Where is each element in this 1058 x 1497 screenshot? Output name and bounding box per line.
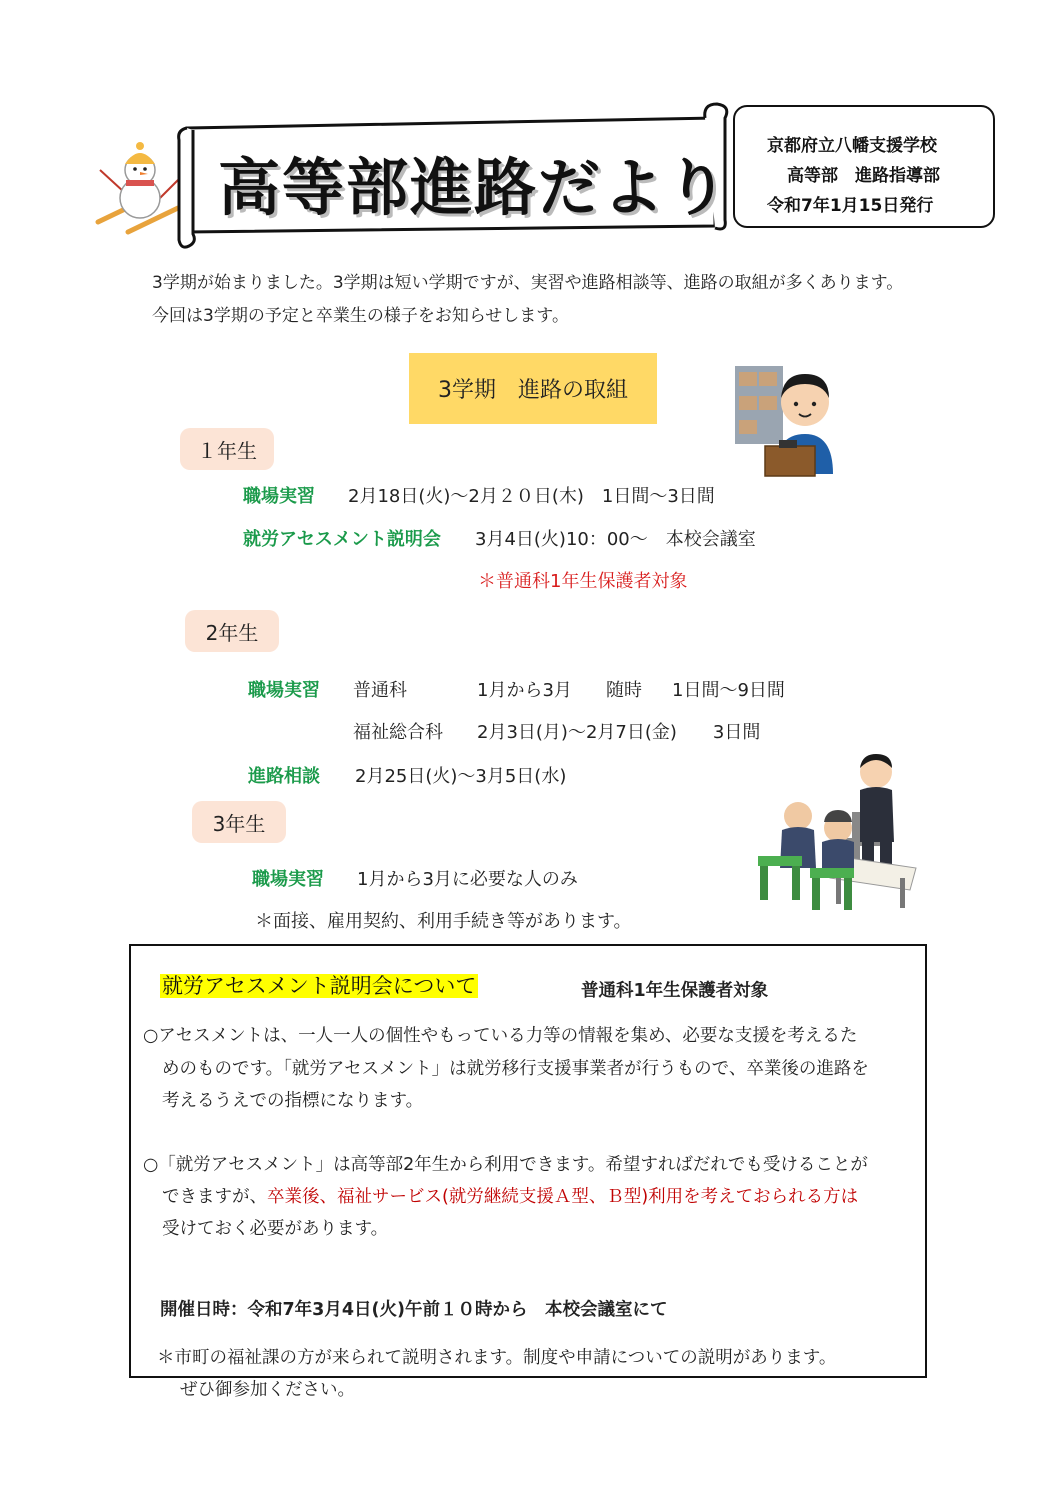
school-name: 京都府立八幡支援学校 xyxy=(767,136,937,156)
assessment-p2-line2-emphasis: 卒業後、福祉サービス(就労継続支援Ａ型、Ｂ型)利用を考えておられる方は xyxy=(267,1187,859,1207)
g1-target-note: ＊普通科1年生保護者対象 xyxy=(478,571,688,592)
g2-welfare-course: 福祉総合科 xyxy=(353,722,443,743)
g3-internship-label: 職場実習 xyxy=(252,869,324,890)
assessment-heading-text: 就労アセスメント説明会について xyxy=(162,974,477,998)
intro-line-2: 今回は3学期の予定と卒業生の様子をお知らせします。 xyxy=(152,306,569,326)
assessment-p2-line3: 受けておく必要があります。 xyxy=(162,1219,389,1239)
g3-internship-text: 1月から3月に必要な人のみ xyxy=(357,869,578,890)
intro-line-1: 3学期が始まりました。3学期は短い学期ですが、実習や進路相談等、進路の取組が多くあります。 xyxy=(152,273,904,293)
event-datetime-label: 開催日時： xyxy=(160,1300,248,1320)
g2-consult-label: 進路相談 xyxy=(248,766,320,787)
interview-illustration xyxy=(752,750,922,915)
grade-1-label: １年生 xyxy=(180,428,274,470)
assessment-p1-line1: ○アセスメントは、一人一人の個性やもっている力等の情報を集め、必要な支援を考えるた xyxy=(143,1026,858,1046)
welfare-note-line1: ＊市町の福祉課の方が来られて説明されます。制度や申請についての説明があります。 xyxy=(157,1348,837,1368)
event-datetime-text: 令和7年3月4日(火)午前１０時から 本校会議室にて xyxy=(247,1300,668,1320)
assessment-p1-line2: めのものです。「就労アセスメント」は就労移行支援事業者が行うもので、卒業後の進路を xyxy=(162,1059,869,1079)
grade-2-label: 2年生 xyxy=(185,610,279,652)
g2-general-period: 1月から3月 xyxy=(477,680,572,701)
section-title: 3学期 進路の取組 xyxy=(409,353,657,424)
g2-general-days: 1日間～9日間 xyxy=(672,680,785,701)
g3-note: ＊面接、雇用契約、利用手続き等があります。 xyxy=(255,911,632,932)
worker-with-box-illustration xyxy=(733,362,838,477)
issuer-info-box xyxy=(733,105,995,228)
assessment-p2-line1: ○「就労アセスメント」は高等部2年生から利用できます。希望すればだれでも受けることが xyxy=(143,1155,868,1175)
assessment-heading xyxy=(160,970,478,1000)
g1-internship-text: 2月18日(火)～2月２０日(木) 1日間～3日間 xyxy=(348,486,715,507)
assessment-p2-line2-start: できますが、 xyxy=(162,1187,267,1207)
issue-date: 令和7年1月15日発行 xyxy=(767,196,934,216)
department-name: 高等部 進路指導部 xyxy=(787,166,940,186)
newsletter-title: 高等部進路だより xyxy=(218,151,731,224)
g2-consult-text: 2月25日(火)～3月5日(水) xyxy=(355,766,567,787)
g2-general-course: 普通科 xyxy=(353,680,407,701)
grade-3-label: 3年生 xyxy=(192,801,286,843)
assessment-p1-line3: 考えるうえでの指標になります。 xyxy=(162,1091,424,1111)
event-datetime xyxy=(160,1296,668,1321)
g2-general-timing: 随時 xyxy=(606,680,642,701)
g1-internship-label: 職場実習 xyxy=(243,486,315,507)
g2-welfare-text: 2月3日(月)～2月7日(金) 3日間 xyxy=(477,722,761,743)
g2-internship-label: 職場実習 xyxy=(248,680,320,701)
assessment-p2-line2 xyxy=(162,1183,858,1208)
welfare-note-line2: ぜひ御参加ください。 xyxy=(180,1380,355,1400)
g1-assessment-label: 就労アセスメント説明会 xyxy=(243,529,441,550)
assessment-target: 普通科1年生保護者対象 xyxy=(581,981,769,1001)
g1-assessment-text: 3月4日(火)10：00～ 本校会議室 xyxy=(475,529,756,550)
